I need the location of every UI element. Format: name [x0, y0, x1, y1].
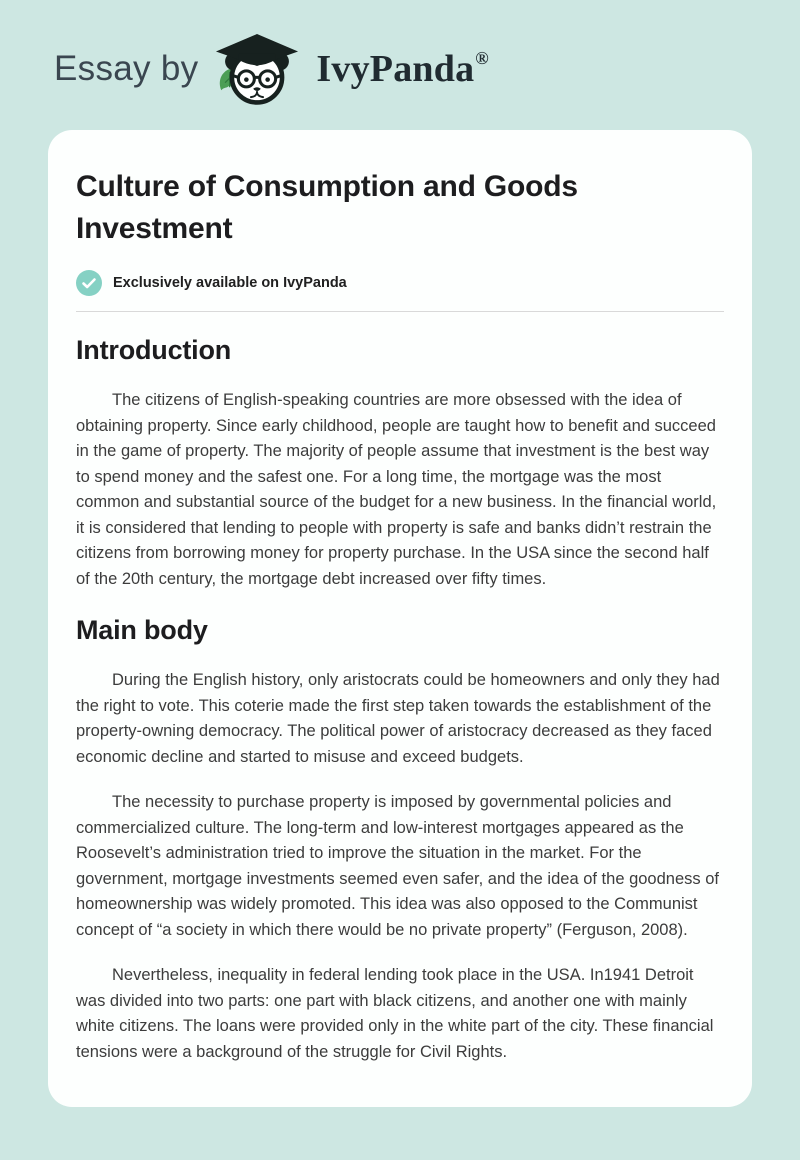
section-heading-introduction: Introduction — [76, 335, 232, 365]
page-header — [0, 0, 800, 130]
badge-label: Exclusively available on IvyPanda — [113, 275, 347, 291]
paragraph-main-body-1: During the English history, only aristocrats could be homeowners and only they had the right to vote. This coterie made the first step taken towards the establishment of the property-owning democracy. The political power of aristocracy decreased as they faced economic decline and started to misuse and exceed budgets. — [76, 671, 720, 766]
paragraph-main-body-2: The necessity to purchase property is imposed by governmental policies and commercialized culture. The long-term and low-interest mortgages appeared as the Roosevelt’s administration tried to improve the situation in the market. For the government, mortgage investments seemed even safer, and the idea of the goodness of homeownership was widely promoted. This idea was also opposed to the Communist concept of “a society in which there would be no private property” (Ferguson, 2008). — [76, 793, 719, 939]
brand-text: IvyPanda — [316, 48, 475, 90]
panda-graduate-icon — [211, 31, 303, 107]
essay-card — [48, 130, 752, 1107]
brand-name — [316, 47, 488, 91]
registered-trademark: ® — [475, 48, 489, 69]
paragraph-main-body-3: Nevertheless, inequality in federal lending took place in the USA. In1941 Detroit was divided into two parts: one part with black citizens, and another one with mainly white citizens. The loans were provided only in the white part of the city. These financial tensions were a background of the struggle for Civil Rights. — [76, 966, 714, 1061]
paragraph-introduction-1: The citizens of English-speaking countries are more obsessed with the idea of obtaining property. Since early childhood, people are taught how to benefit and succeed in the game of property. The majority of people assume that investment is the best way to spend money and the safest one. For a long time, the mortgage was the most common and substantial source of the budget for a new business. In the financial world, it is considered that lending to people with property is safe and banks didn’t restrain the citizens from borrowing money for property purchase. In the USA since the second half of the 20th century, the mortgage debt increased over fifty times. — [76, 391, 717, 588]
check-icon — [76, 270, 102, 296]
exclusive-badge — [76, 270, 724, 296]
essay-by-label: Essay by — [54, 49, 199, 88]
divider — [76, 311, 724, 312]
section-heading-main-body: Main body — [76, 615, 208, 645]
essay-title: Culture of Consumption and Goods Investment — [76, 170, 578, 245]
